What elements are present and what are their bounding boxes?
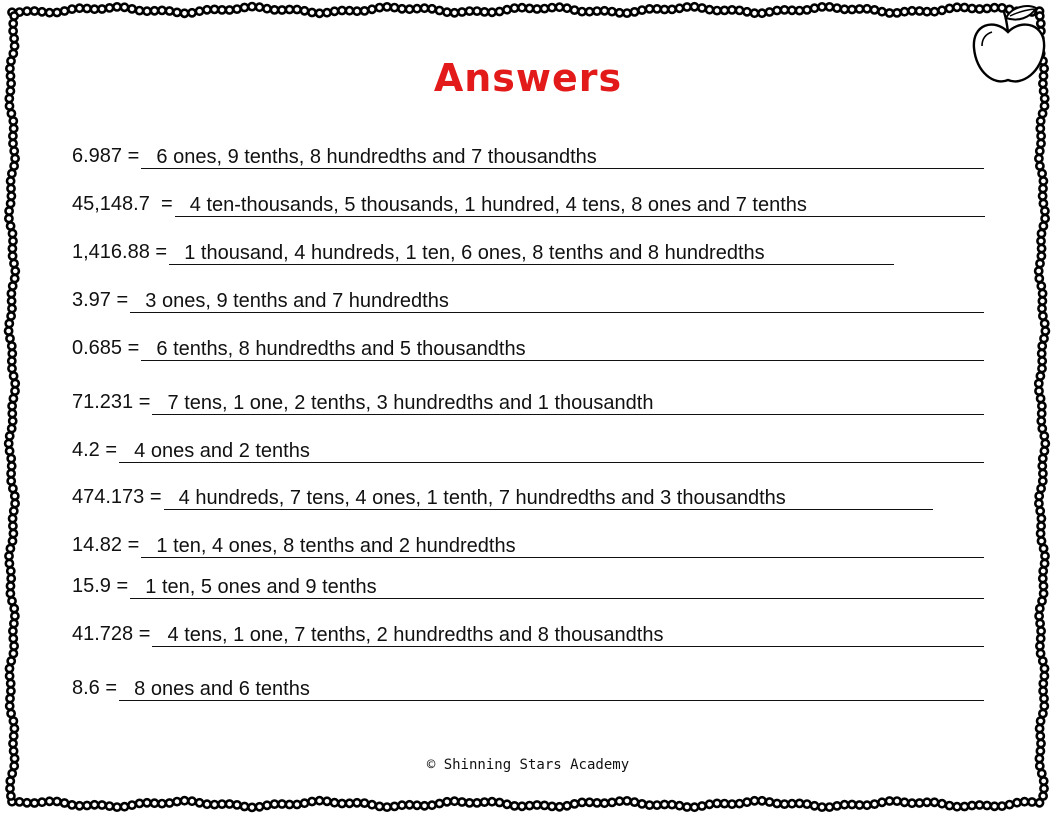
expanded-form-answer: 3 ones, 9 tenths and 7 hundredths — [130, 290, 984, 313]
expanded-form-answer: 6 tenths, 8 hundredths and 5 thousandths — [141, 338, 984, 361]
expanded-form-answer: 1 thousand, 4 hundreds, 1 ten, 6 ones, 8 tenths and 8 hundredths — [169, 242, 894, 265]
answer-row — [72, 532, 516, 562]
expanded-form-answer: 4 ten-thousands, 5 thousands, 1 hundred, 4 tens, 8 ones and 7 tenths — [175, 194, 985, 217]
answer-row — [72, 191, 807, 221]
decimal-number: 3.97 = — [72, 289, 129, 311]
copyright-footer: © Shinning Stars Academy — [426, 757, 630, 773]
answer-row — [72, 389, 654, 419]
expanded-form-answer: 4 hundreds, 7 tens, 4 ones, 1 tenth, 7 hundredths and 3 thousandths — [164, 487, 933, 510]
decimal-number: 14.82 = — [72, 534, 140, 556]
decimal-number: 71.231 = — [72, 391, 151, 413]
expanded-form-answer: 4 ones and 2 tenths — [119, 440, 984, 463]
decimal-number: 41.728 = — [72, 623, 151, 645]
expanded-form-answer: 6 ones, 9 tenths, 8 hundredths and 7 thousandths — [141, 146, 984, 169]
decimal-number: 6.987 = — [72, 145, 140, 167]
expanded-form-answer: 8 ones and 6 tenths — [119, 678, 984, 701]
answer-row — [72, 675, 310, 705]
answer-row — [72, 437, 310, 467]
decimal-number: 474.173 = — [72, 486, 162, 508]
decimal-number: 0.685 = — [72, 337, 140, 359]
answer-row — [72, 621, 664, 651]
answer-row — [72, 573, 377, 603]
decimal-number: 8.6 = — [72, 677, 118, 699]
expanded-form-answer: 4 tens, 1 one, 7 tenths, 2 hundredths and 8 thousandths — [152, 624, 984, 647]
expanded-form-answer: 7 tens, 1 one, 2 tenths, 3 hundredths and 1 thousandth — [152, 392, 984, 415]
answer-row — [72, 143, 597, 173]
answer-row — [72, 239, 765, 269]
answer-row — [72, 335, 526, 365]
page-title: Answers — [433, 56, 623, 100]
expanded-form-answer: 1 ten, 5 ones and 9 tenths — [130, 576, 984, 599]
decimal-number: 45,148.7 = — [72, 193, 173, 215]
decimal-number: 4.2 = — [72, 439, 118, 461]
expanded-form-answer: 1 ten, 4 ones, 8 tenths and 2 hundredths — [141, 535, 984, 558]
decimal-number: 1,416.88 = — [72, 241, 168, 263]
decimal-number: 15.9 = — [72, 575, 129, 597]
answer-row — [72, 287, 449, 317]
answer-row — [72, 484, 786, 514]
